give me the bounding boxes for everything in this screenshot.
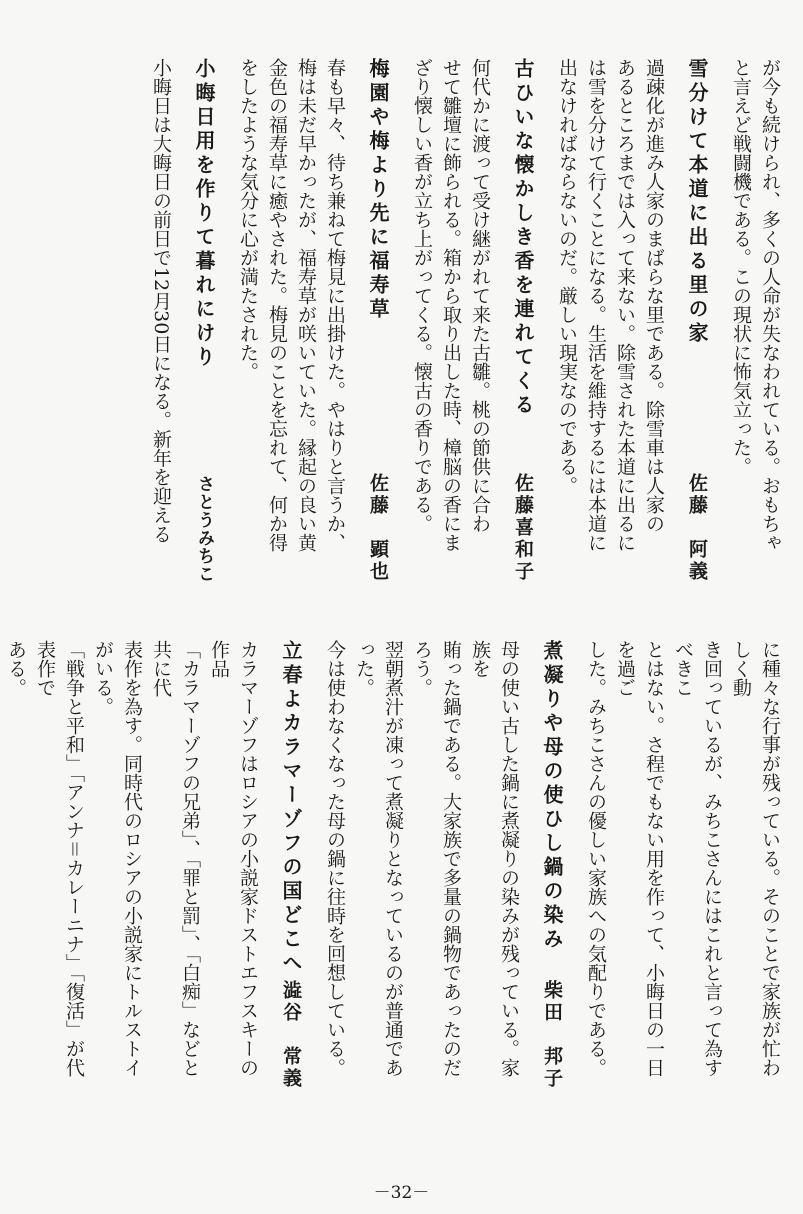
haiku-author: 澁谷 常義 [280,980,302,1090]
haiku-heading [682,58,712,583]
text-line: 翌朝煮汁が凍って煮凝りとなっているのが普通であった。 [353,640,404,1077]
text-line: した。みちこさんの優しい家族への気配りである。 [585,640,607,1077]
top-half [22,58,784,583]
haiku-text: 雪分けて本道に出る里の家 [685,58,709,346]
haiku-author: 佐藤喜和子 [512,473,534,583]
text-line: カラマーゾフはロシアの小説家ドストエフスキーの作品 [208,640,259,1077]
haiku-author: 柴田 邦子 [541,980,563,1090]
text-line: に種々な行事が残っている。そのことで家族が忙わしく動 [730,640,781,1077]
text-line: とはない。さ程でもない用を作って、小晦日の一日を過ご [614,640,665,1077]
haiku-heading [189,58,219,583]
text-line: が今も続けられ、多くの人命が失なわれている。おもちゃ [759,58,781,552]
text-line: 出なければならないのだ。厳しい現実なのである。 [556,58,578,495]
text-line: と言えど戦闘機である。この現状に怖気立った。 [730,58,752,476]
text-line: 金色の福寿草に癒やされた。梅見のことを忘れて、何か得 [266,58,288,552]
bottom-half [5,640,784,1090]
text-line: 賄った鍋である。大家族で多量の鍋物であったのだろう。 [411,640,462,1077]
haiku-heading [363,58,393,583]
text-line: は雪を分けて行くことになる。生活を維持するには本道に [585,58,607,552]
text-line: 今は使わなくなった母の鍋に往時を回想している。 [324,640,346,1077]
text-line: 表作を為す。同時代のロシアの小説家にトルストイがいる。 [92,640,143,1077]
text-line: 小晦日は大晦日の前日で12月30日になる。新年を迎える [150,58,172,544]
text-line: をしたような気分に心が満たされた。 [237,58,259,381]
text-line: き回っているが、みちこさんにはこれと言って為すべきこ [672,640,723,1077]
haiku-text: 梅園や梅より先に福寿草 [366,58,390,322]
text-line: 梅は未だ早かったが、福寿草が咲いていた。縁起の良い黄 [295,58,317,552]
text-line: 「戦争と平和」「アンナ＝カレーニナ」「復活」が代表作で [34,640,85,1078]
text-line: ある。 [5,640,27,697]
text-line [0,640,1,1090]
text-line: 「カラマーゾフの兄弟」、「罪と罰」、「白痴」などと共に代 [150,640,201,1077]
text-line: 何代かに渡って受け継がれて来た古雛。桃の節供に合わ [469,58,491,533]
haiku-author: さとうみちこ [194,475,214,583]
text-line: ざり懐しい香が立ち上がってくる。懐古の香りである。 [411,58,433,533]
haiku-text: 小晦日用を作りて暮れにけり [192,58,216,370]
haiku-text: 古ひいな懐かしき香を連れてくる [511,58,535,418]
haiku-author: 佐藤 阿義 [686,473,708,583]
haiku-text: 煮凝りや母の使ひし鍋の染み [540,640,564,952]
text-line: 過疎化が進み人家のまばらな里である。除雪車は人家の [643,58,665,533]
text-line: あるところまでは入って来ない。除雪された本道に出るに [614,58,636,552]
haiku-author: 佐藤 顕也 [367,473,389,583]
haiku-text: 立春よカラマーゾフの国どこへ [279,640,303,976]
text-line: せて雛壇に飾られる。箱から取り出した時、樟脳の香にま [440,58,462,552]
page-number: －32－ [373,1183,430,1203]
haiku-heading [508,58,538,583]
haiku-heading [537,640,567,1090]
text-line: 母の使い古した鍋に煮凝りの染みが残っている。家族を [469,640,520,1077]
text-line: 春も早々、待ち兼ねて梅見に出掛けた。やはりと言うか、 [324,58,346,552]
haiku-heading [276,640,306,1090]
